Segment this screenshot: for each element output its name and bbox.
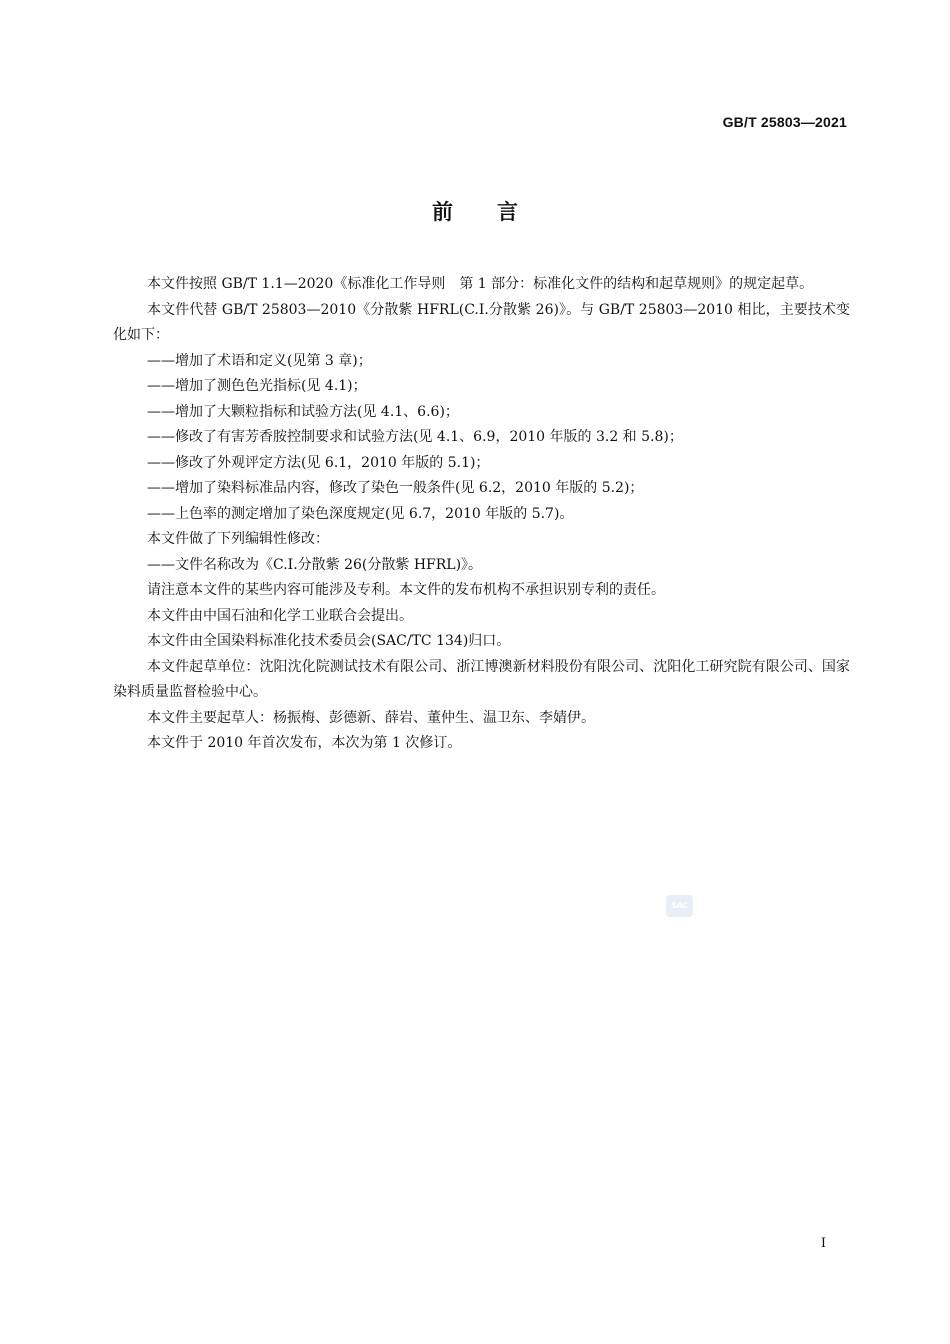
paragraph: 本文件主要起草人：杨振梅、彭德新、薛岩、董仲生、温卫东、李婧伊。 xyxy=(147,709,595,726)
list-item: ——上色率的测定增加了染色深度规定(见 6.7，2010 年版的 5.7)。 xyxy=(147,505,574,522)
standard-code: GB/T 25803—2021 xyxy=(722,114,847,130)
sac-watermark-logo: SAC xyxy=(666,895,693,917)
paragraph: 请注意本文件的某些内容可能涉及专利。本文件的发布机构不承担识别专利的责任。 xyxy=(147,582,665,598)
list-item: ——文件名称改为《C.I.分散紫 26(分散紫 HFRL)》。 xyxy=(147,556,483,573)
paragraph: 本文件做了下列编辑性修改： xyxy=(147,531,329,547)
list-item: ——增加了测色色光指标(见 4.1)； xyxy=(147,378,367,394)
paragraph: 本文件由全国染料标准化技术委员会(SAC/TC 134)归口。 xyxy=(147,633,511,649)
paragraph: 本文件代替 GB/T 25803—2010《分散紫 HFRL(C.I.分散紫 26)》。与 GB/T 25803—2010 相比，主要技术变化如下： xyxy=(113,301,850,343)
paragraph: 本文件起草单位：沈阳沈化院测试技术有限公司、浙江博澳新材料股份有限公司、沈阳化工研究院有限公司、国家染料质量监督检验中心。 xyxy=(113,658,850,700)
list-item: ——增加了染料标准品内容，修改了染色一般条件(见 6.2，2010 年版的 5.2)； xyxy=(147,480,644,496)
page-title xyxy=(0,196,950,226)
list-item: ——增加了术语和定义(见第 3 章)； xyxy=(147,352,372,369)
list-item: ——增加了大颗粒指标和试验方法(见 4.1、6.6)； xyxy=(147,403,459,420)
paragraph: 本文件于 2010 年首次发布，本次为第 1 次修订。 xyxy=(147,735,462,751)
preface-body xyxy=(113,272,850,757)
page-number: I xyxy=(820,1236,826,1251)
list-item: ——修改了有害芳香胺控制要求和试验方法(见 4.1、6.9，2010 年版的 3.2 和 5.8)； xyxy=(147,429,683,445)
list-item: ——修改了外观评定方法(见 6.1，2010 年版的 5.1)； xyxy=(147,454,490,471)
title-char-1: 前 xyxy=(432,200,453,224)
paragraph: 本文件按照 GB/T 1.1—2020《标准化工作导则 第 1 部分：标准化文件的结构和起草规则》的规定起草。 xyxy=(147,276,814,292)
title-char-2: 言 xyxy=(497,200,518,224)
paragraph: 本文件由中国石油和化学工业联合会提出。 xyxy=(147,607,413,624)
